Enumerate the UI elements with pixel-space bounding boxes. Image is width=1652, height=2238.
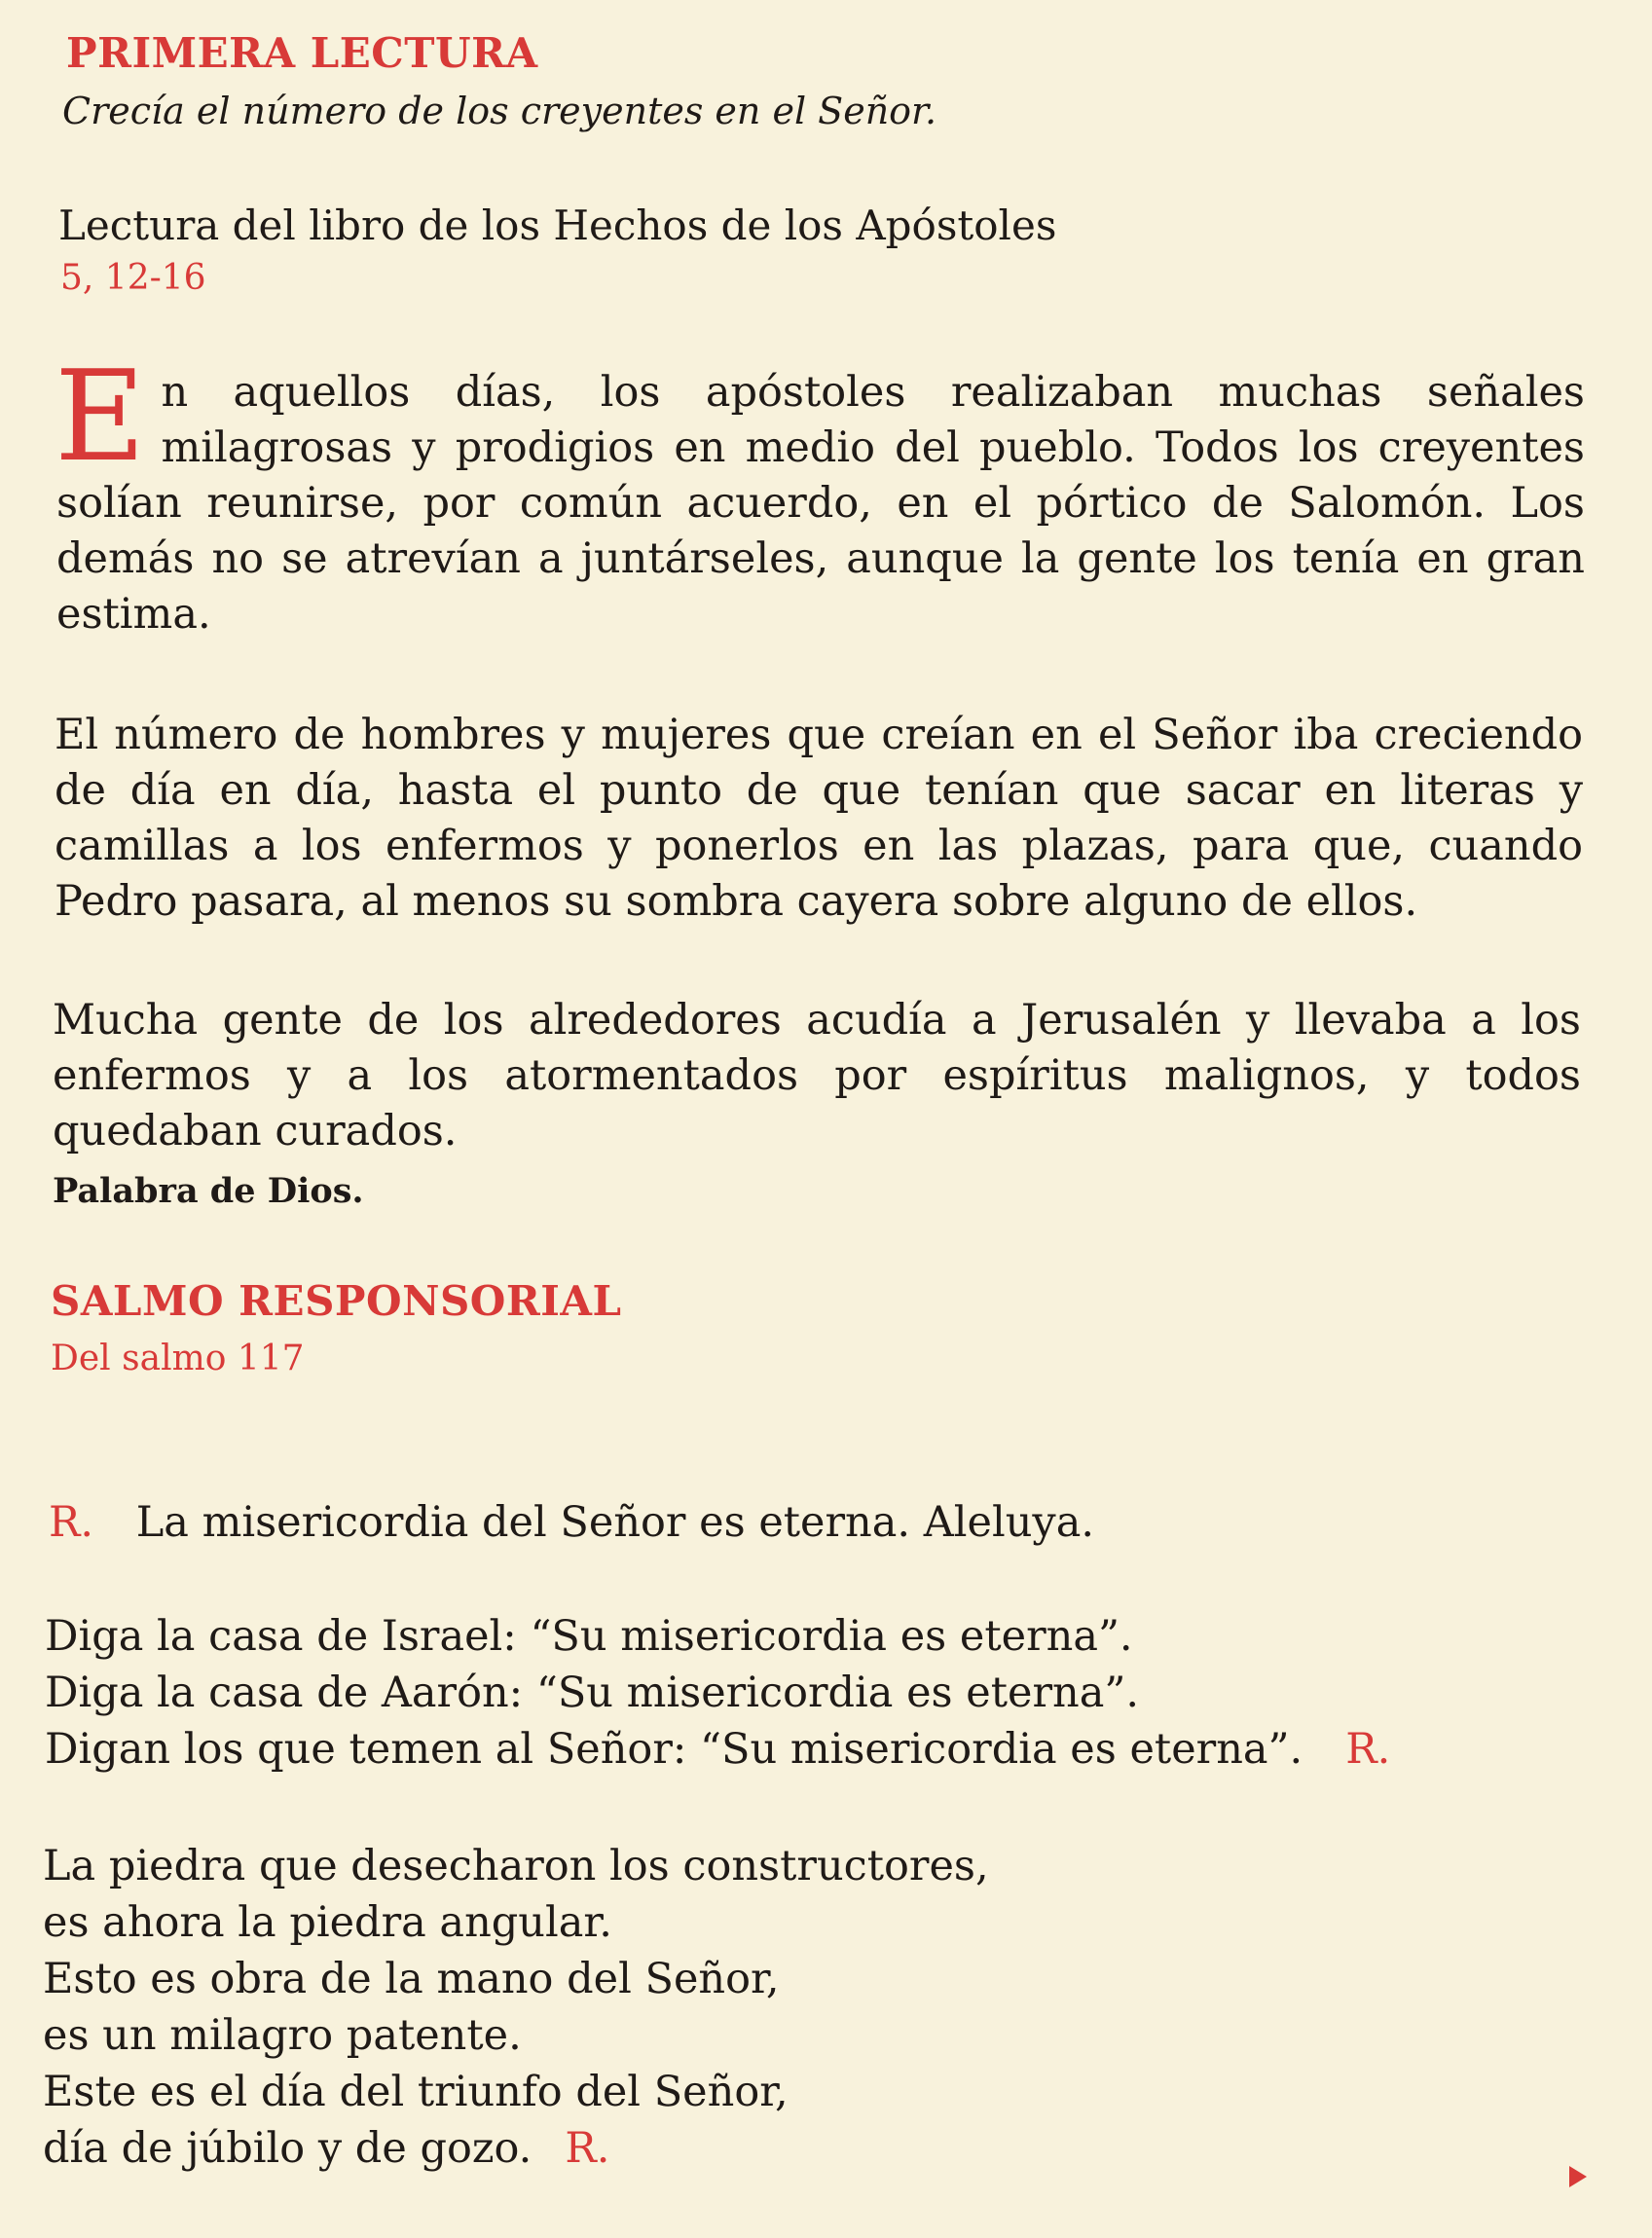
stanza-line: Esto es obra de la mano del Señor, [43, 1955, 780, 2003]
stanza-line: Digan los que temen al Señor: “Su misericordia es eterna”. R. [45, 1725, 1391, 1774]
reading-closing: Palabra de Dios. [53, 1171, 364, 1211]
psalm-source: Del salmo 117 [51, 1339, 305, 1378]
response-marker: R. [565, 2124, 610, 2173]
stanza-line: La piedra que desecharon los constructores, [43, 1842, 989, 1890]
stanza-line: es un milagro patente. [43, 2011, 522, 2060]
stanza-line: día de júbilo y de gozo. R. [43, 2124, 610, 2173]
reading-heading: PRIMERA LECTURA [66, 29, 538, 77]
next-page-arrow-icon [1569, 2166, 1587, 2187]
response-text: La misericordia del Señor es eterna. Aleluya. [135, 1498, 1095, 1547]
reading-intro: Lectura del libro de los Hechos de los Apóstoles [58, 202, 1057, 249]
psalm-stanza-1 [45, 1608, 1390, 1778]
stanza-line: Diga la casa de Aarón: “Su misericordia es eterna”. [45, 1669, 1139, 1717]
reading-paragraph-1 [55, 345, 1585, 642]
psalm-heading: SALMO RESPONSORIAL [51, 1277, 622, 1325]
reading-paragraph-2: El número de hombres y mujeres que creían en el Señor iba creciendo de día en día, hasta el punto de que tenían que sacar en literas y camillas a los enfermos y ponerlos en las plazas, para que, cuando Pedro pasara, al menos su sombra cayera sobre alguno de ellos. [55, 711, 1583, 926]
stanza-line: Diga la casa de Israel: “Su misericordia es eterna”. [45, 1612, 1133, 1661]
stanza-line: Este es el día del triunfo del Señor, [43, 2068, 789, 2116]
response-marker: R. [49, 1498, 94, 1547]
psalm-response [49, 1494, 1094, 1551]
stanza-line: es ahora la piedra angular. [43, 1898, 612, 1947]
response-marker: R. [1345, 1725, 1391, 1774]
reading-subtitle: Crecía el número de los creyentes en el Señor. [62, 90, 937, 132]
reading-reference: 5, 12-16 [60, 258, 206, 298]
reading-paragraph-3: Mucha gente de los alrededores acudía a Jerusalén y llevaba a los enfermos y a los atormentados por espíritus malignos, y todos quedaban curados. [53, 996, 1581, 1156]
paragraph-text: n aquellos días, los apóstoles realizaban muchas señales milagrosas y prodigios en medio del pueblo. Todos los creyentes solían reunirse, por común acuerdo, en el pórtico de Salomón. Los demás no se atrevían a juntárseles, aunque la gente los tenía en gran estima. [56, 368, 1585, 639]
drop-cap: E [55, 345, 146, 490]
psalm-stanza-2 [43, 1838, 989, 2177]
